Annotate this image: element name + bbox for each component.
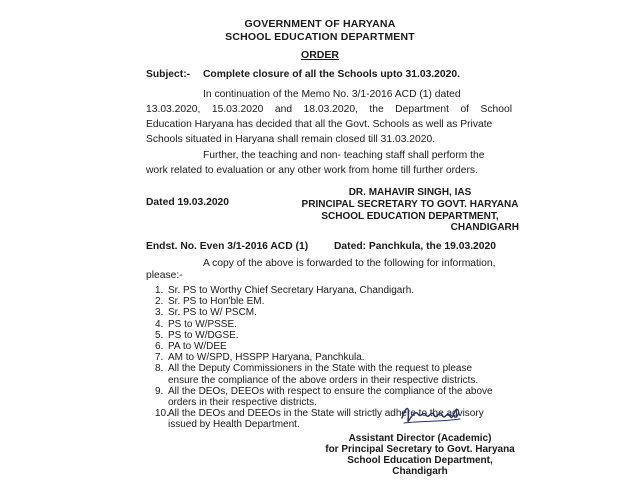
signatory2-title: Assistant Director (Academic) xyxy=(348,433,492,444)
forward-line2: please:- xyxy=(146,270,183,281)
para2-line1: Further, the teaching and non- teaching staff shall perform the xyxy=(203,150,485,161)
signatory2-city: Chandigarh xyxy=(392,466,448,477)
order-title: ORDER xyxy=(301,49,339,61)
forward-line1: A copy of the above is forwarded to the following for information, xyxy=(203,258,496,269)
header-department: SCHOOL EDUCATION DEPARTMENT xyxy=(225,31,415,43)
list-item: 2. Sr. PS to Hon'ble EM. xyxy=(155,296,265,308)
list-item: 8. All the Deputy Commissioners in the State with the request to please ensure the compliance of the above orders in their respective districts. xyxy=(155,363,479,386)
endst-dated: Dated: Panchkula, the 19.03.2020 xyxy=(334,241,496,252)
para1-line2: 13.03.2020, 15.03.2020 and 18.03.2020, the Department of School xyxy=(146,104,512,115)
handwritten-signature-icon xyxy=(398,396,468,430)
para1-line1: In continuation of the Memo No. 3/1-2016 ACD (1) dated xyxy=(203,89,461,100)
para1-line3: Education Haryana has decided that all the Govt. Schools as well as Private xyxy=(146,119,493,130)
signatory2-dept: School Education Department, xyxy=(347,455,493,466)
signatory1-name: DR. MAHAVIR SINGH, IAS xyxy=(348,187,472,198)
signatory1-dept: SCHOOL EDUCATION DEPARTMENT, xyxy=(321,211,499,222)
list-item: 4. PS to W/PSSE. xyxy=(155,318,237,330)
signatory1-title: PRINCIPAL SECRETARY TO GOVT. HARYANA xyxy=(301,199,519,210)
list-item: 1. Sr. PS to Worthy Chief Secretary Haryana, Chandigarh. xyxy=(155,285,415,296)
list-item: 9. All the DEOs, DEEOs with respect to ensure the compliance of the above orders in their respective districts. xyxy=(155,385,493,409)
list-item: 10. All the DEOs and DEEOs in the State will strictly adhere to the advisory issued by Health Department. xyxy=(155,408,484,431)
dated-label: Dated 19.03.2020 xyxy=(146,197,230,208)
subject-text: Complete closure of all the Schools upto 31.03.2020. xyxy=(203,69,460,80)
list-item: 7. AM to W/SPD, HSSPP Haryana, Panchkula. xyxy=(155,352,365,364)
list-item: 6. PA to W/DEE xyxy=(155,341,227,353)
para1-line4: Schools situated in Haryana shall remain closed till 31.03.2020. xyxy=(146,134,436,145)
list-item: 3. Sr. PS to W/ PSCM. xyxy=(155,307,257,319)
endst-number: Endst. No. Even 3/1-2016 ACD (1) xyxy=(146,241,309,252)
signatory1-city: CHANDIGARH xyxy=(450,222,519,233)
list-item: 5. PS to W/DGSE. xyxy=(155,329,239,341)
para2-line2: work related to evaluation or any other work from home till further orders. xyxy=(146,165,478,176)
subject-label: Subject:- xyxy=(146,69,191,80)
signatory2-for: for Principal Secretary to Govt. Haryana xyxy=(325,444,515,455)
header-government: GOVERNMENT OF HARYANA xyxy=(244,18,396,30)
